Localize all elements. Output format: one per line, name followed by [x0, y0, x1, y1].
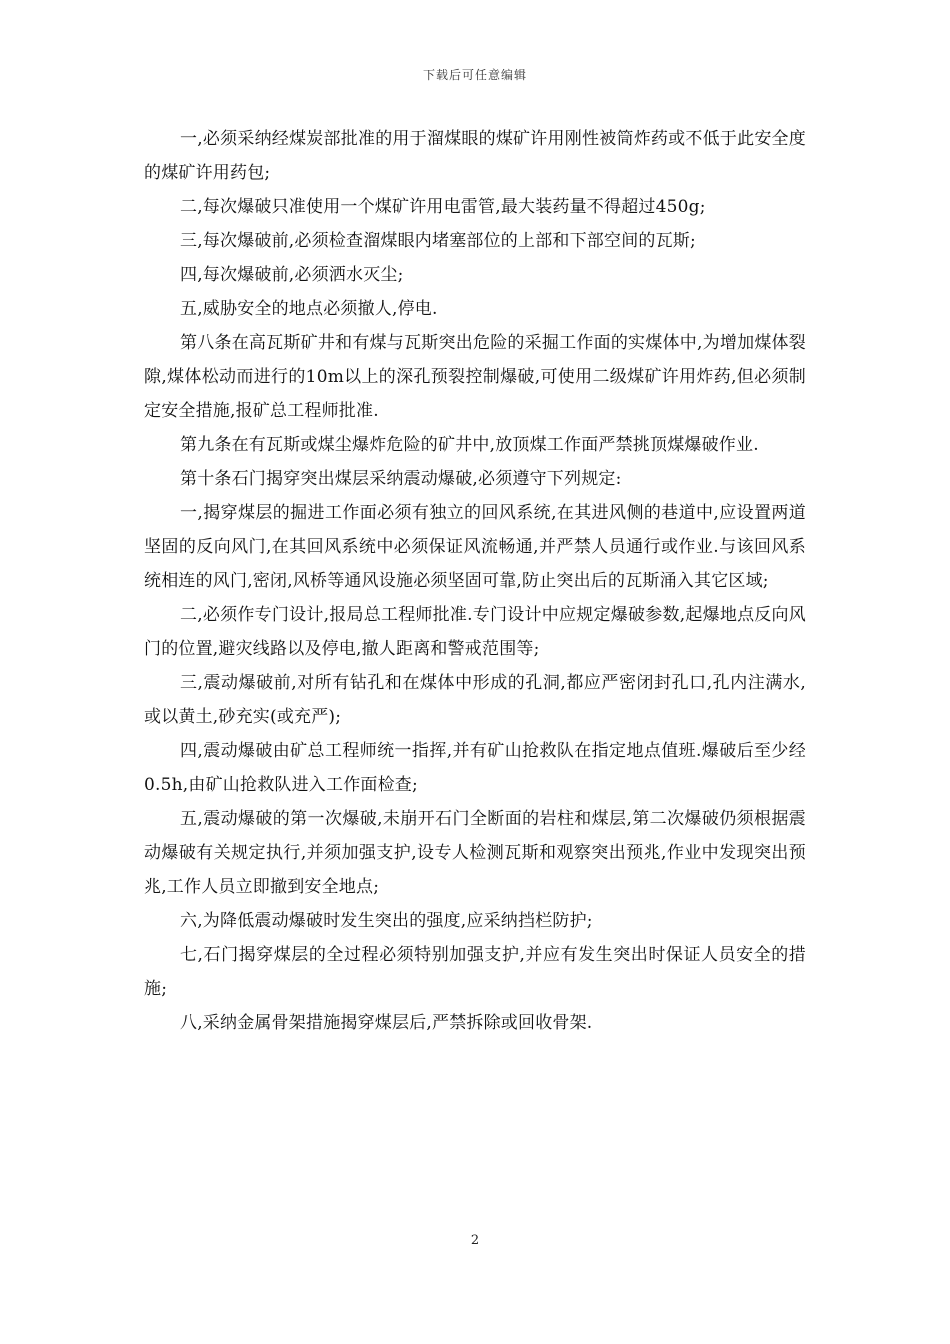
- paragraph: 一,必须采纳经煤炭部批准的用于溜煤眼的煤矿许用刚性被筒炸药或不低于此安全度的煤矿许用药包;: [144, 129, 806, 183]
- page-header-note: 下载后可任意编辑: [422, 68, 527, 82]
- paragraph: 五,威胁安全的地点必须撤人,停电.: [180, 299, 438, 319]
- page-number: 2: [470, 1233, 480, 1248]
- paragraph: 四,每次爆破前,必须洒水灭尘;: [180, 265, 404, 285]
- paragraph: 第十条石门揭穿突出煤层采纳震动爆破,必须遵守下列规定:: [180, 469, 622, 489]
- paragraph: 第八条在高瓦斯矿井和有煤与瓦斯突出危险的采掘工作面的实煤体中,为增加煤体裂隙,煤体松动而进行的10m以上的深孔预裂控制爆破,可使用二级煤矿许用炸药,但必须制定安全措施,报矿总工程师批准.: [144, 333, 806, 421]
- paragraph: 四,震动爆破由矿总工程师统一指挥,并有矿山抢救队在指定地点值班.爆破后至少经0.5h,由矿山抢救队进入工作面检查;: [144, 741, 806, 795]
- paragraph: 八,采纳金属骨架措施揭穿煤层后,严禁拆除或回收骨架.: [180, 1013, 593, 1033]
- paragraph: 五,震动爆破的第一次爆破,未崩开石门全断面的岩柱和煤层,第二次爆破仍须根据震动爆破有关规定执行,并须加强支护,设专人检测瓦斯和观察突出预兆,作业中发现突出预兆,工作人员立即撤到安全地点;: [144, 809, 806, 897]
- document-body: [144, 122, 806, 1040]
- paragraph: 三,震动爆破前,对所有钻孔和在煤体中形成的孔洞,都应严密闭封孔口,孔内注满水,或以黄土,砂充实(或充严);: [144, 673, 806, 727]
- paragraph: 第九条在有瓦斯或煤尘爆炸危险的矿井中,放顶煤工作面严禁挑顶煤爆破作业.: [180, 435, 759, 455]
- paragraph: 二,每次爆破只准使用一个煤矿许用电雷管,最大装药量不得超过450g;: [180, 197, 706, 217]
- paragraph: 六,为降低震动爆破时发生突出的强度,应采纳挡栏防护;: [180, 911, 593, 931]
- paragraph: 七,石门揭穿煤层的全过程必须特别加强支护,并应有发生突出时保证人员安全的措施;: [144, 945, 806, 999]
- paragraph: 二,必须作专门设计,报局总工程师批准.专门设计中应规定爆破参数,起爆地点反向风门的位置,避灾线路以及停电,撤人距离和警戒范围等;: [144, 605, 806, 659]
- paragraph: 一,揭穿煤层的掘进工作面必须有独立的回风系统,在其进风侧的巷道中,应设置两道坚固的反向风门,在其回风系统中必须保证风流畅通,并严禁人员通行或作业.与该回风系统相连的风门,密闭,风桥等通风设施必须坚固可靠,防止突出后的瓦斯涌入其它区域;: [144, 503, 806, 591]
- paragraph: 三,每次爆破前,必须检查溜煤眼内堵塞部位的上部和下部空间的瓦斯;: [180, 231, 696, 251]
